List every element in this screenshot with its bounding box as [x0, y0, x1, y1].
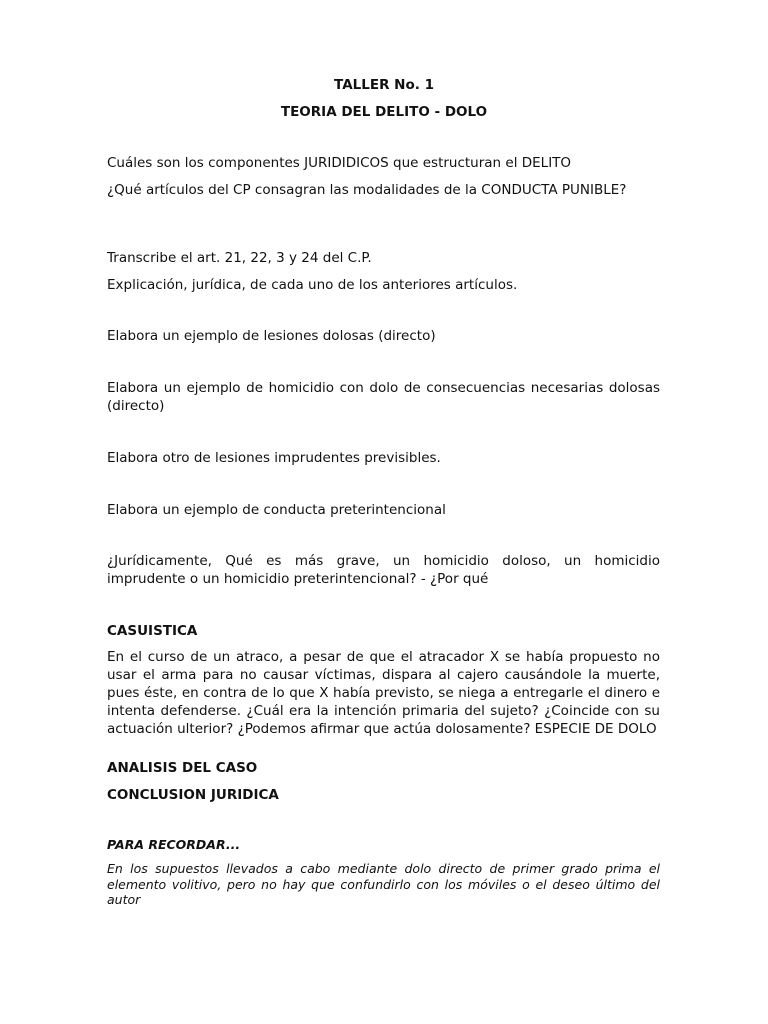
recordar-text: En los supuestos llevados a cabo mediante dolo directo de primer grado prima el elemento volitivo, pero no hay que confundirlo con los móviles o el deseo último del autor [107, 861, 660, 907]
casuistica-text: En el curso de un atraco, a pesar de que el atracador X se había propuesto no usar el arma para no causar víctimas, dispara al cajero causándole la muerte, pues éste, en contra de lo que X había previsto, se niega a entregarle el dinero e intenta defenderse. ¿Cuál era la intención primaria del sujeto? ¿Coincide con su actuación ulterior? ¿Podemos afirmar que actúa dolosamente? ESPECIE DE DOLO [107, 649, 660, 737]
question-9: ¿Jurídicamente, Qué es más grave, un homicidio doloso, un homicidio imprudente o un homicidio preterintencional? - ¿Por qué [107, 553, 660, 587]
question-3: Transcribe el art. 21, 22, 3 y 24 del C.P. [107, 250, 372, 266]
recordar-heading: PARA RECORDAR... [107, 837, 241, 852]
document-subtitle: TEORIA DEL DELITO - DOLO [280, 104, 488, 120]
question-4: Explicación, jurídica, de cada uno de los anteriores artículos. [107, 277, 518, 293]
conclusion-heading: CONCLUSION JURIDICA [107, 787, 279, 803]
question-8: Elabora un ejemplo de conducta preterintencional [107, 502, 446, 518]
question-6: Elabora un ejemplo de homicidio con dolo de consecuencias necesarias dolosas (directo) [107, 380, 660, 414]
analisis-heading: ANALISIS DEL CASO [107, 760, 258, 776]
question-5: Elabora un ejemplo de lesiones dolosas (directo) [107, 328, 436, 344]
question-2: ¿Qué artículos del CP consagran las modalidades de la CONDUCTA PUNIBLE? [107, 182, 627, 198]
question-1: Cuáles son los componentes JURIDIDICOS que estructuran el DELITO [107, 155, 572, 171]
casuistica-heading: CASUISTICA [107, 623, 198, 639]
question-7: Elabora otro de lesiones imprudentes previsibles. [107, 450, 441, 466]
document-title: TALLER No. 1 [334, 77, 434, 93]
